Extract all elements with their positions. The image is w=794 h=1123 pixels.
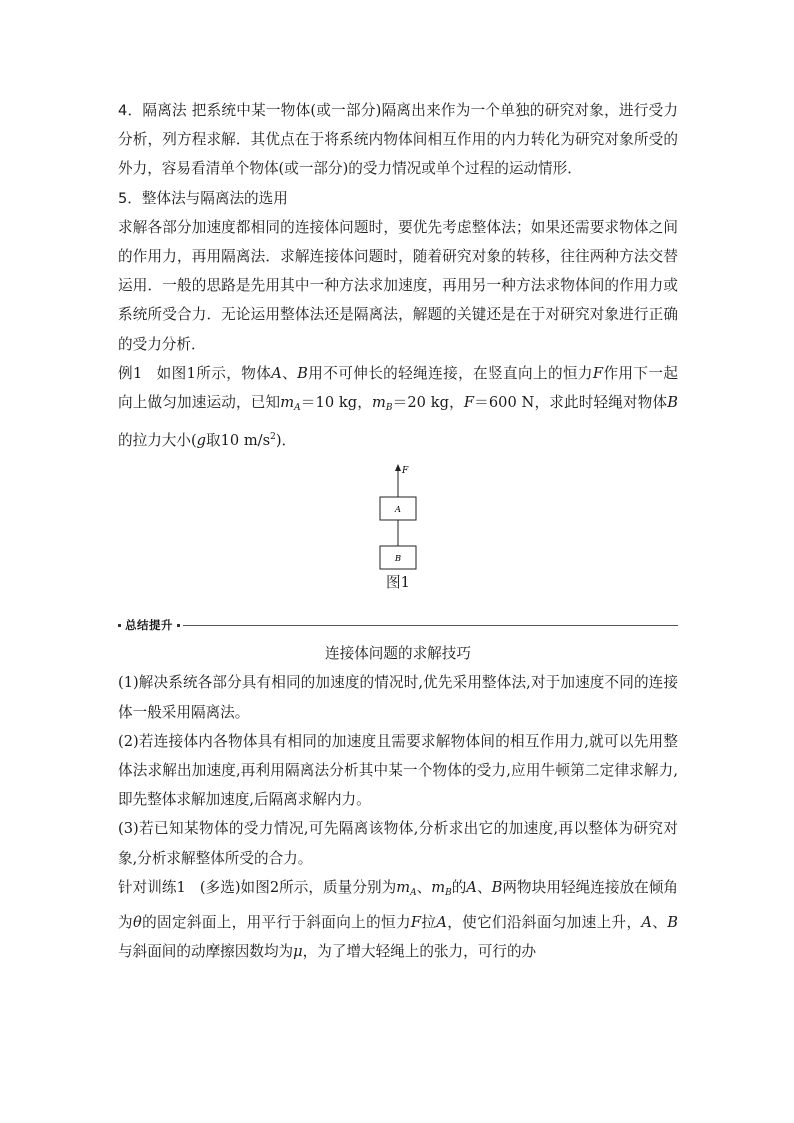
document-page	[118, 96, 678, 966]
training-label: 针对训练1	[118, 878, 186, 896]
method-selection-text: 求解各部分加速度都相同的连接体问题时，要优先考虑整体法；如果还需要求物体之间的作用力，再用隔离法．求解连接体问题时，随着研究对象的转移，往往两种方法交替运用．一般的思路是先用其中一种方法求加速度，再用另一种方法求物体间的作用力或系统所受合力．无论运用整体法还是隔离法，解题的关键还是在于对研究对象进行正确的受力分析．	[118, 218, 678, 353]
summary-item-1: (1)解决系统各部分具有相同的加速度的情况时,优先采用整体法,对于加速度不同的连接体一般采用隔离法。	[118, 674, 678, 721]
summary-item-3: (3)若已知某物体的受力情况,可先隔离该物体,分析求出它的加速度,再以整体为研究对象,分析求解整体所受的合力。	[118, 820, 678, 867]
isolation-method-heading: 4．隔离法	[118, 102, 187, 119]
block-b-label: B	[394, 554, 402, 565]
summary-bullet-right	[177, 624, 180, 627]
figure-1	[118, 461, 678, 607]
training-1-text: 针对训练1 (多选)如图2所示，质量分别为$m_A$、$m_B$的A、B两物块用轻绳连接放在倾角为θ的固定斜面上，用平行于斜面向上的恒力F拉A，使它们沿斜面匀加速上升，A、B与斜面间的动摩擦因数均为μ，为了增大轻绳上的张力，可行的办	[118, 878, 678, 961]
summary-divider	[183, 625, 678, 626]
summary-bar-title: 总结提升	[125, 618, 173, 633]
figure-1-diagram	[118, 461, 678, 571]
summary-bullet-left	[118, 624, 121, 627]
method-selection-heading: 5．整体法与隔离法的选用	[118, 189, 288, 207]
figure-1-caption: 图1	[386, 574, 410, 592]
force-label: F	[402, 466, 409, 477]
example-label: 例1	[118, 364, 143, 382]
isolation-method-text: 把系统中某一物体(或一部分)隔离出来作为一个单独的研究对象，进行受力分析，列方程求解．其优点在于将系统内物体间相互作用的内力转化为研究对象所受的外力，容易看清单个物体(或一部分)的受力情况或单个过程的运动情形．	[118, 102, 679, 178]
summary-item-2: (2)若连接体内各物体具有相同的加速度且需要求解物体间的相互作用力,就可以先用整体法求解出加速度,再利用隔离法分析其中某一个物体的受力,应用牛顿第二定律求解力,即先整体求解加速度,后隔离求解内力。	[118, 732, 678, 809]
example-1-text: 例1 如图1所示，物体A、B用不可伸长的轻绳连接，在竖直向上的恒力F作用下一起向上做匀加速运动，已知$m_A=10$ kg，$m_B=20$ kg，F＝600 N，求此时轻绳对物体B的拉力大小(g取10 $m/s^2$)．	[118, 364, 678, 450]
paragraph-isolation-method	[118, 96, 678, 184]
force-arrow-head	[395, 464, 401, 471]
summary-section-bar	[118, 613, 678, 637]
summary-title: 连接体问题的求解技巧	[325, 645, 471, 663]
block-a-label: A	[394, 505, 402, 516]
